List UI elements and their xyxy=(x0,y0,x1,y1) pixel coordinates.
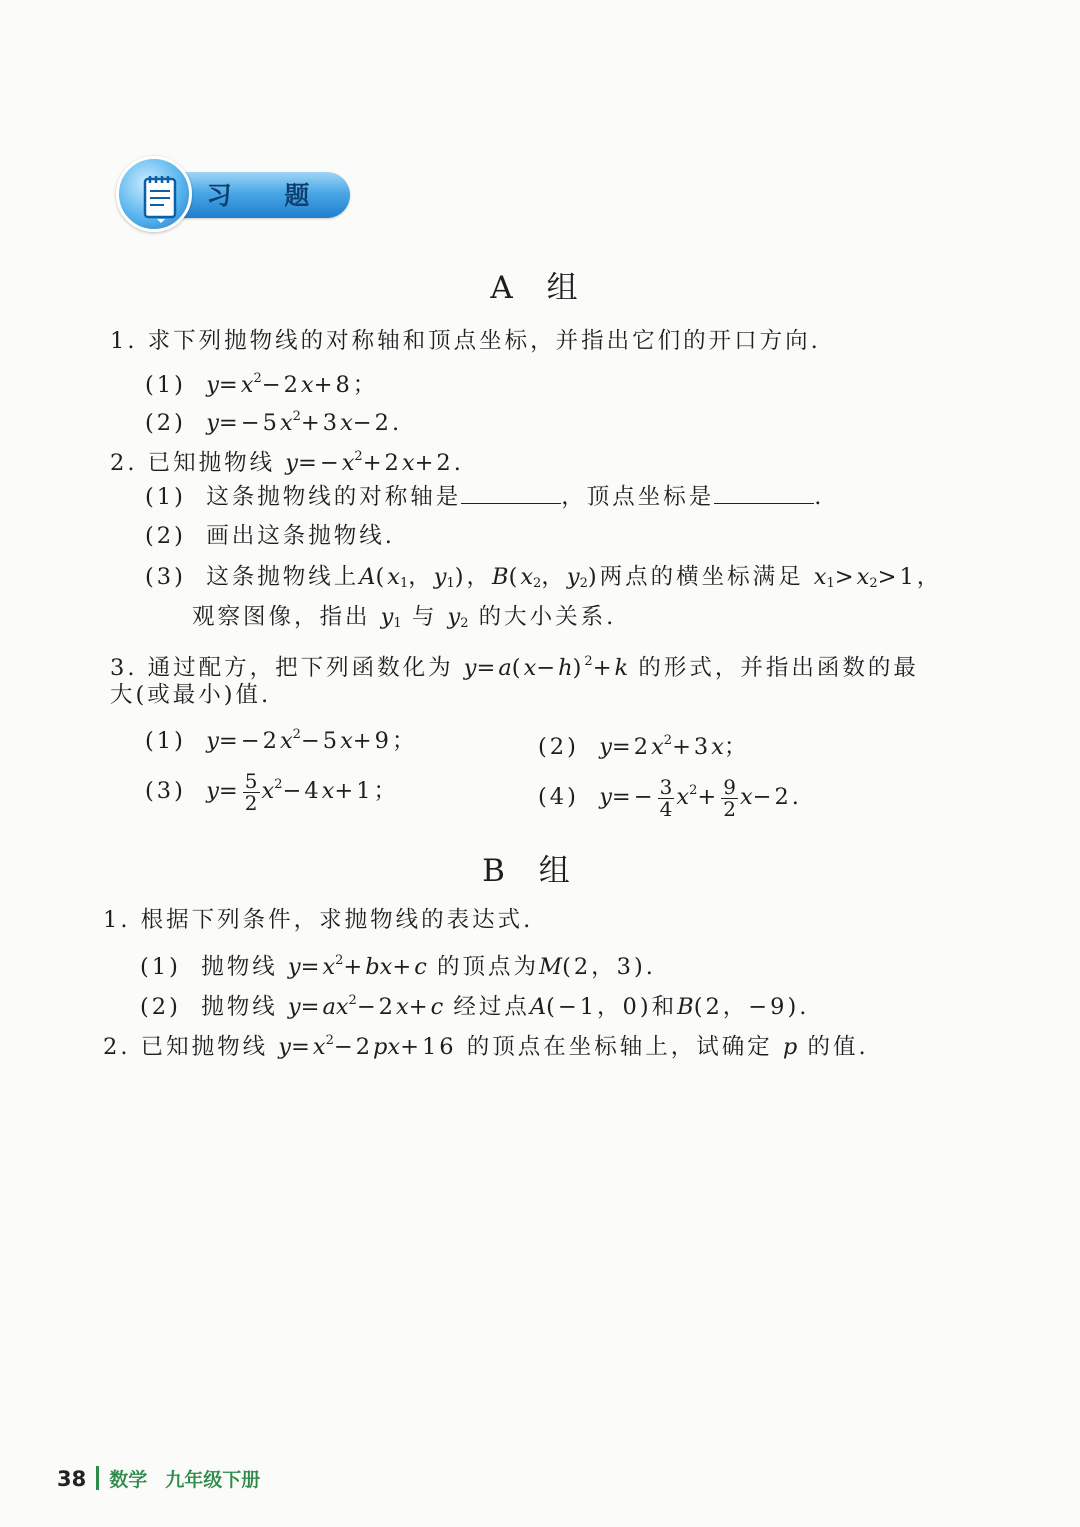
b-q1-part1: (1) 抛物线 $y=x^2+bx+c$ 的顶点为M(2，3). xyxy=(140,953,656,980)
a-q2-part1: (1) 这条抛物线的对称轴是 ，顶点坐标是 . xyxy=(145,484,825,510)
a-q2-part2: (2) 画出这条抛物线. xyxy=(145,523,395,549)
a-q1-part2: (2) $y=-5x^2+3x-2$. xyxy=(145,409,403,436)
b-q2: 2. 已知抛物线 $y=x^2-2px+16$ 的顶点在坐标轴上，试确定 p 的值. xyxy=(103,1033,869,1060)
a-q3-part3: (3) y= $\frac{5}{2}$ $x^2-4x+1$； xyxy=(145,768,400,815)
a-q3-stem: 3. 通过配方，把下列函数化为 $y=a(x-h)^2+k$ 的形式，并指出函数的最 xyxy=(110,654,919,681)
group-b-title: B 组 xyxy=(482,853,582,889)
b-q1-stem: 1. 根据下列条件，求抛物线的表达式. xyxy=(103,907,534,933)
a-q3-part1: (1) $y=-2x^2-5x+9$； xyxy=(145,727,418,754)
footer-divider xyxy=(96,1466,99,1490)
notebook-icon xyxy=(139,173,183,223)
a-q3-part2: (2) $y=2x^2+3x$； xyxy=(538,733,750,760)
a-q3-stem-line2: 大(或最小)值. xyxy=(110,682,272,708)
exercise-section-badge xyxy=(108,152,353,232)
footer-book: 九年级下册 xyxy=(165,1469,261,1491)
a-q1-part1: (1) $y=x^2-2x+8$； xyxy=(145,371,379,398)
a-q3-part4: (4) y=− $\frac{3}{4}$ $x^2+$ $\frac{9}{2}$ x−2. xyxy=(538,774,802,821)
a-q2-part3-line2: 观察图像，指出 $y_1$ 与 $y_2$ 的大小关系. xyxy=(192,604,617,631)
a-q2-part3-line1: (3) 这条抛物线上$A(x_1$，$y_1$)，$B(x_2$，$y_2$)两点的横坐标满足 $x_1>x_2>1$， xyxy=(145,564,943,591)
answer-blank-vertex[interactable] xyxy=(714,483,814,504)
answer-blank-axis[interactable] xyxy=(461,483,561,504)
b-q1-part2: (2) 抛物线 $y=ax^2-2x+c$ 经过点A(−1，0)和B(2，−9). xyxy=(140,993,810,1020)
group-a-title: A 组 xyxy=(490,270,590,306)
footer-subject: 数学 xyxy=(109,1469,148,1491)
badge-circle xyxy=(116,156,192,232)
page-footer xyxy=(57,1465,260,1495)
page-number: 38 xyxy=(57,1467,87,1491)
badge-label: 习 题 xyxy=(206,181,332,210)
a-q1-stem: 1. 求下列抛物线的对称轴和顶点坐标，并指出它们的开口方向. xyxy=(110,328,821,354)
a-q2-stem: 2. 已知抛物线 $y=-x^2+2x+2$. xyxy=(110,449,464,476)
